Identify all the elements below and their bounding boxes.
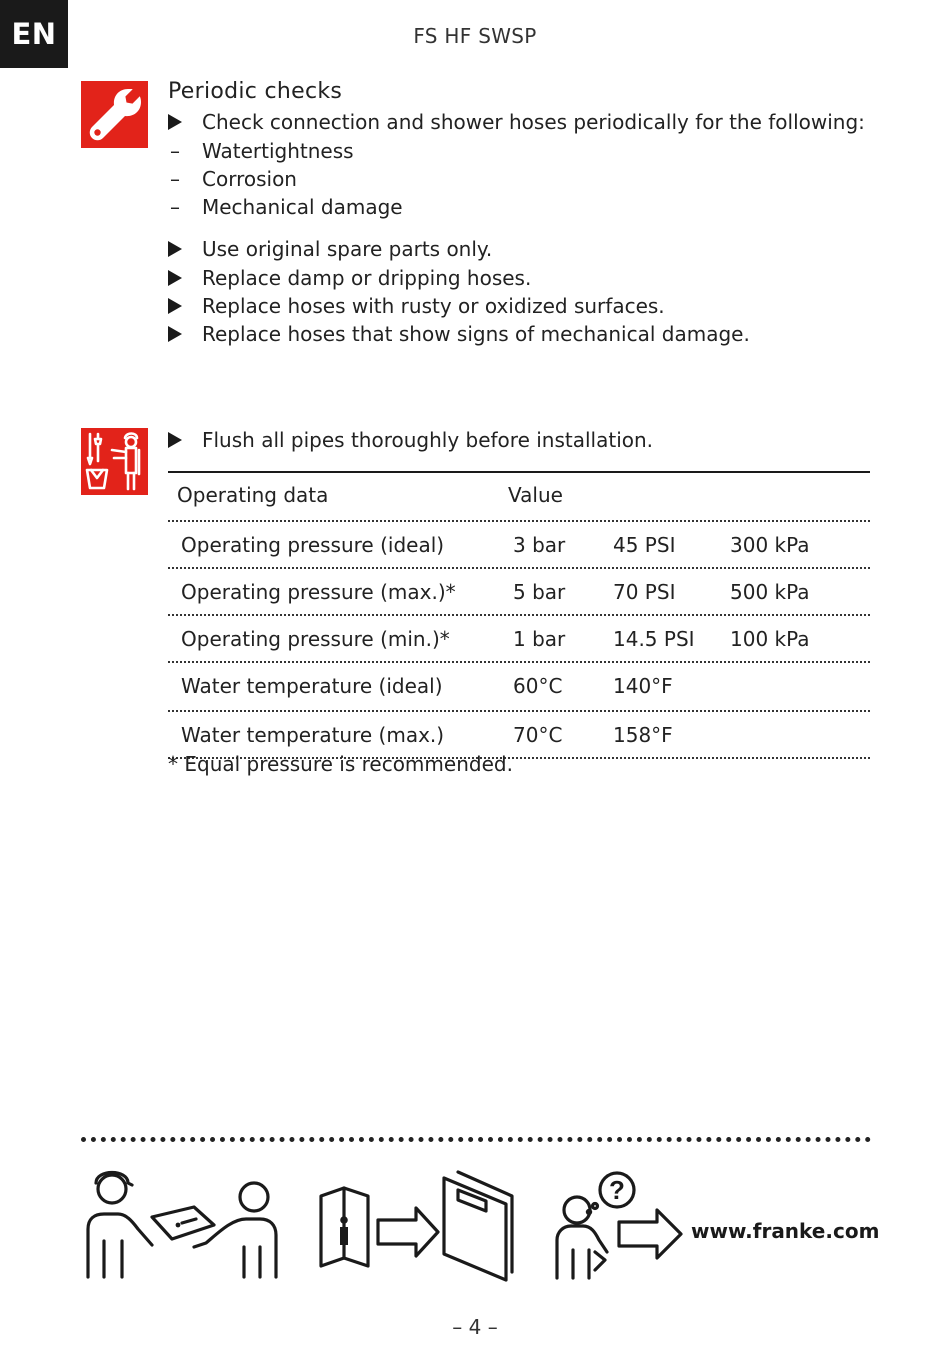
document-title: FS HF SWSP: [413, 24, 537, 48]
table-cell: 45 PSI: [613, 533, 676, 557]
table-header-row: [168, 473, 870, 522]
operating-data-table: [168, 471, 870, 759]
bullet-triangle-icon: [168, 110, 192, 135]
table-footnote: * Equal pressure is recommended.: [168, 752, 513, 776]
table-cell: 158°F: [613, 723, 673, 747]
dash-marker: –: [170, 167, 180, 191]
bullet-triangle-icon: [168, 294, 192, 319]
table-cell: Water temperature (ideal): [181, 674, 443, 698]
table-row: [168, 663, 870, 712]
table-cell: 3 bar: [513, 533, 566, 557]
svg-text:?: ?: [609, 1175, 625, 1205]
table-cell: Operating pressure (ideal): [181, 533, 445, 557]
wrench-icon: [81, 81, 148, 148]
table-cell: 5 bar: [513, 580, 566, 604]
bullet-triangle-icon: [168, 266, 192, 291]
table-row: [168, 522, 870, 569]
table-cell: Operating pressure (min.)*: [181, 627, 450, 651]
page-number: – 4 –: [452, 1315, 498, 1339]
table-cell: 1 bar: [513, 627, 566, 651]
column-header: Operating data: [177, 483, 329, 507]
manual-info-arrow-icon: [318, 1168, 518, 1287]
table-row: [168, 616, 870, 663]
table-cell: 300 kPa: [730, 533, 810, 557]
table-cell: 500 kPa: [730, 580, 810, 604]
bullet-triangle-icon: [168, 237, 192, 262]
table-cell: 100 kPa: [730, 627, 810, 651]
table-cell: 60°C: [513, 674, 563, 698]
dash-marker: –: [170, 139, 180, 163]
table-cell: Operating pressure (max.)*: [181, 580, 456, 604]
table-cell: Water temperature (max.): [181, 723, 445, 747]
table-row: [168, 569, 870, 616]
footer-divider: [81, 1137, 871, 1142]
people-reading-manual-icon: [82, 1165, 282, 1284]
bullet-triangle-icon: [168, 322, 192, 347]
dash-marker: –: [170, 195, 180, 219]
table-cell: 70 PSI: [613, 580, 676, 604]
help-question-arrow-icon: [553, 1170, 693, 1286]
section-title: Periodic checks: [168, 79, 343, 104]
column-header: Value: [508, 483, 563, 507]
website-link[interactable]: www.franke.com: [691, 1219, 880, 1243]
bullet-triangle-icon: [168, 428, 192, 453]
installer-tools-icon: [81, 428, 148, 495]
table-cell: 70°C: [513, 723, 563, 747]
table-cell: 14.5 PSI: [613, 627, 695, 651]
language-tab: EN: [0, 0, 68, 68]
table-cell: 140°F: [613, 674, 673, 698]
